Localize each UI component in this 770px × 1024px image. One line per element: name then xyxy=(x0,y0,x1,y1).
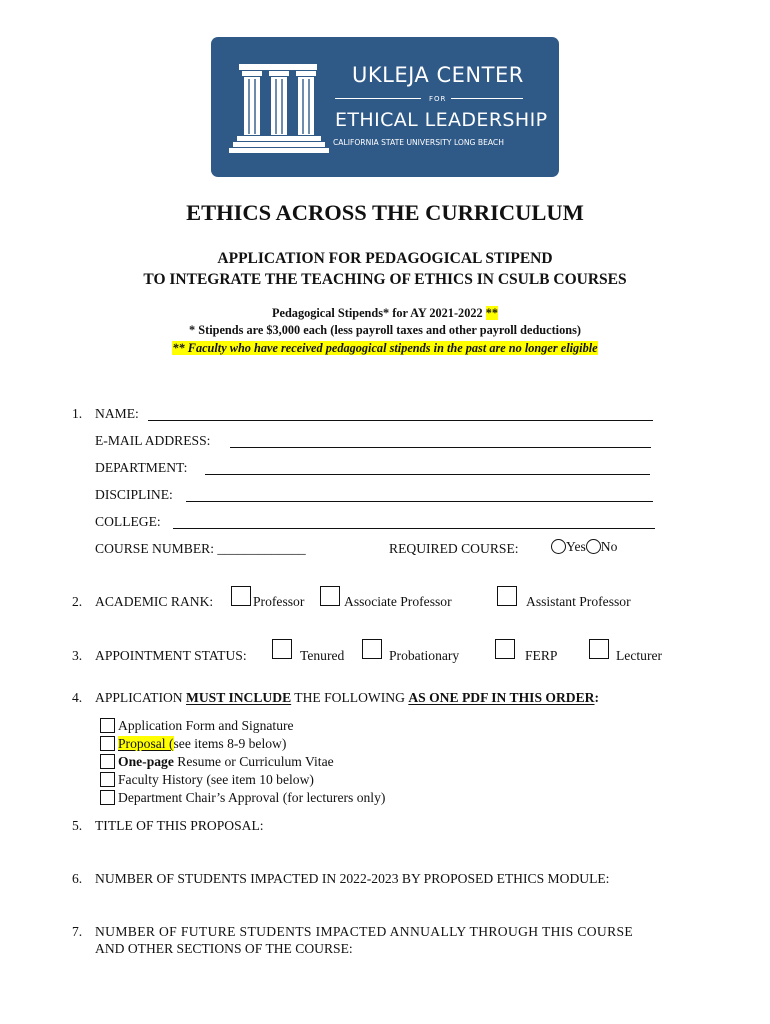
item-1-number: 1. xyxy=(72,406,83,421)
checklist-checkbox-a[interactable] xyxy=(100,718,115,733)
status-tenured-label: Tenured xyxy=(300,648,345,663)
department-field[interactable] xyxy=(205,474,650,475)
status-probationary-label: Probationary xyxy=(389,648,460,663)
item-2-number: 2. xyxy=(72,594,83,609)
logo-subtitle: ETHICAL LEADERSHIP xyxy=(335,109,548,131)
columns-icon xyxy=(211,37,559,177)
checklist-checkbox-c[interactable] xyxy=(100,754,115,769)
status-lecturer-label: Lecturer xyxy=(616,648,663,663)
rank-professor-label: Professor xyxy=(253,594,305,609)
subtitle-line-2: TO INTEGRATE THE TEACHING OF ETHICS IN CSULB COURSES xyxy=(143,271,627,288)
req-text-must-include: MUST INCLUDE xyxy=(186,690,292,705)
appointment-status-label: APPOINTMENT STATUS: xyxy=(95,648,247,663)
stipend-line-3 xyxy=(0,341,770,356)
proposal-title-label: TITLE OF THIS PROPOSAL: xyxy=(95,818,264,833)
eligibility-note: ** Faculty who have received pedagogical stipends in the past are no longer eligible xyxy=(172,341,598,355)
status-ferp-checkbox[interactable] xyxy=(495,639,515,659)
subtitle-line-1: APPLICATION FOR PEDAGOGICAL STIPEND xyxy=(217,250,553,267)
item-7-number: 7. xyxy=(72,924,83,939)
future-students-label-line-2: AND OTHER SECTIONS OF THE COURSE: xyxy=(95,941,353,956)
academic-rank-label: ACADEMIC RANK: xyxy=(95,594,214,609)
course-number-label: COURSE NUMBER: _____________ xyxy=(95,541,306,556)
stipend-line-2: * Stipends are $3,000 each (less payroll taxes and other payroll deductions) xyxy=(189,323,581,337)
stipend-ay-text: Pedagogical Stipends* for AY 2021-2022 xyxy=(271,306,483,320)
checklist-item-b xyxy=(118,736,286,752)
checklist-item-c xyxy=(118,754,334,770)
proposal-link-text: Proposal ( xyxy=(118,736,174,751)
discipline-field[interactable] xyxy=(186,501,653,502)
status-ferp-label: FERP xyxy=(525,648,558,663)
required-yes-label: Yes xyxy=(566,539,586,554)
resume-rest: Resume or Curriculum Vitae xyxy=(173,754,334,769)
rank-associate-checkbox[interactable] xyxy=(320,586,340,606)
req-text-c: THE FOLLOWING xyxy=(291,690,409,705)
future-students-label-line-1: NUMBER OF FUTURE STUDENTS IMPACTED ANNUALLY THROUGH THIS COURSE xyxy=(95,924,634,939)
req-text-a: APPLICATION xyxy=(95,690,187,705)
checklist-item-e: Department Chair’s Approval (for lecturers only) xyxy=(118,790,386,805)
req-text-one-pdf: AS ONE PDF IN THIS ORDER xyxy=(408,690,595,705)
name-field[interactable] xyxy=(148,420,653,421)
logo-title: UKLEJA CENTER xyxy=(352,63,524,87)
item-4-number: 4. xyxy=(72,690,83,705)
stipend-line-1 xyxy=(0,306,770,321)
checklist-item-d: Faculty History (see item 10 below) xyxy=(118,772,314,787)
checklist-item-a: Application Form and Signature xyxy=(118,718,294,733)
stipend-mark: ** xyxy=(485,306,499,320)
item-3-number: 3. xyxy=(72,648,83,663)
one-page-bold: One-page xyxy=(118,754,174,769)
req-text-colon: : xyxy=(594,690,600,705)
logo-university: CALIFORNIA STATE UNIVERSITY LONG BEACH xyxy=(333,138,504,147)
required-course-options xyxy=(551,539,617,555)
item-5-number: 5. xyxy=(72,818,83,833)
rank-assistant-checkbox[interactable] xyxy=(497,586,517,606)
rank-assistant-label: Assistant Professor xyxy=(526,594,631,609)
email-field[interactable] xyxy=(230,447,651,448)
checklist-checkbox-b[interactable] xyxy=(100,736,115,751)
proposal-rest: see items 8-9 below) xyxy=(173,736,287,751)
students-impacted-label: NUMBER OF STUDENTS IMPACTED IN 2022-2023 BY PROPOSED ETHICS MODULE: xyxy=(95,871,610,886)
status-lecturer-checkbox[interactable] xyxy=(589,639,609,659)
rank-professor-checkbox[interactable] xyxy=(231,586,251,606)
status-probationary-checkbox[interactable] xyxy=(362,639,382,659)
department-label: DEPARTMENT: xyxy=(95,460,188,475)
logo-divider-right xyxy=(451,98,523,99)
rank-associate-label: Associate Professor xyxy=(344,594,452,609)
checklist-checkbox-e[interactable] xyxy=(100,790,115,805)
required-yes-radio[interactable] xyxy=(551,539,566,554)
page-title: ETHICS ACROSS THE CURRICULUM xyxy=(186,200,584,225)
required-no-label: No xyxy=(600,539,618,554)
checklist-checkbox-d[interactable] xyxy=(100,772,115,787)
status-tenured-checkbox[interactable] xyxy=(272,639,292,659)
ukleja-center-logo xyxy=(211,37,559,177)
required-no-radio[interactable] xyxy=(586,539,601,554)
name-label: NAME: xyxy=(95,406,139,421)
application-requirements-heading xyxy=(95,690,599,706)
logo-for: FOR xyxy=(429,95,447,103)
required-course-label: REQUIRED COURSE: xyxy=(389,541,519,556)
discipline-label: DISCIPLINE: xyxy=(95,487,173,502)
email-label: E-MAIL ADDRESS: xyxy=(95,433,211,448)
college-label: COLLEGE: xyxy=(95,514,161,529)
college-field[interactable] xyxy=(173,528,655,529)
item-6-number: 6. xyxy=(72,871,83,886)
logo-divider-left xyxy=(335,98,421,99)
